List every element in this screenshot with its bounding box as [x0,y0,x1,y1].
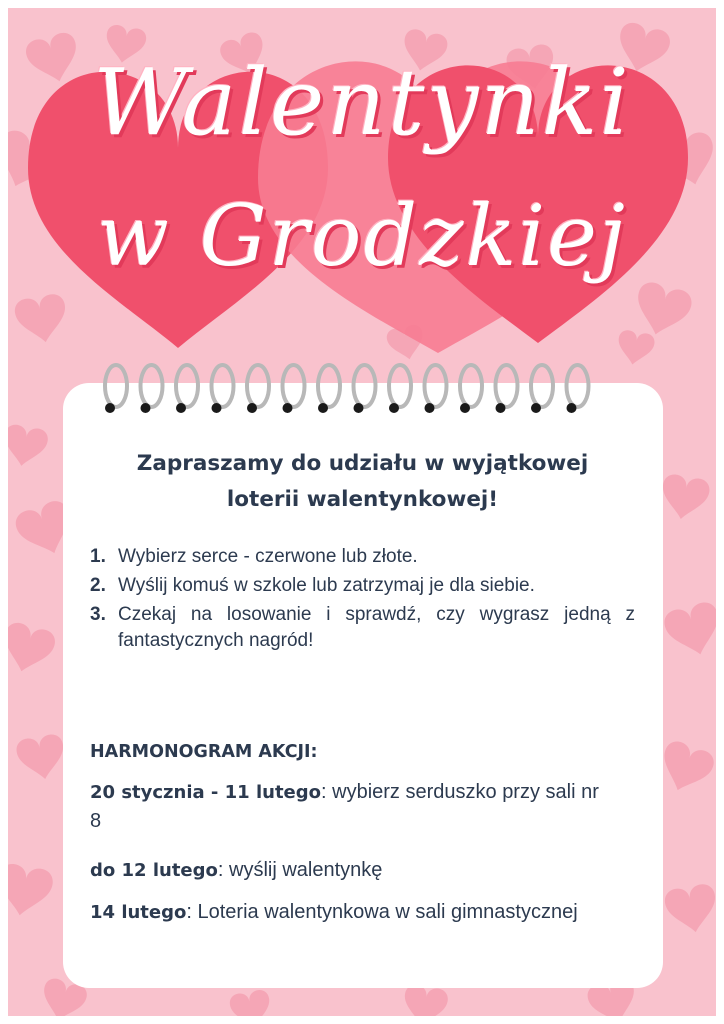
binding-hole [389,403,399,413]
headline-line-1: Zapraszamy do udziału w wyjątkowej [136,451,589,476]
binding-ring [460,365,482,407]
step-number: 3. [90,604,106,625]
step-item [90,544,635,570]
schedule-item [90,778,610,836]
binding-ring [318,365,340,407]
spiral-binding [98,360,628,420]
schedule-text: : wyślij walentynkę [217,859,383,881]
binding-ring [141,365,163,407]
binding-ring [212,365,234,407]
step-item [90,602,635,654]
schedule-date: do 12 lutego [90,860,218,881]
binding-hole [496,403,506,413]
binding-hole [141,403,151,413]
step-number: 2. [90,575,106,596]
schedule-date: 20 stycznia - 11 lutego [90,782,322,803]
schedule-item [90,898,610,927]
schedule-item [90,856,610,885]
schedule-text: : Loteria walentynkowa w sali gimnastycznej [186,901,578,923]
binding-hole [354,403,364,413]
binding-hole [283,403,293,413]
step-text: Wyślij komuś w szkole lub zatrzymaj je dla siebie. [118,575,535,596]
binding-hole [567,403,577,413]
title-line-2: w Grodzkiej [97,187,627,285]
step-number: 1. [90,546,106,567]
binding-hole [460,403,470,413]
schedule-heading: HARMONOGRAM AKCJI: [90,742,318,762]
schedule-text: : wybierz serduszko przy sali nr 8 [90,781,599,832]
title-line-1: Walentynki [93,49,631,156]
binding-hole [531,403,541,413]
binding-hole [105,403,115,413]
binding-ring [105,365,127,407]
headline-line-2: loterii walentynkowej! [226,487,499,512]
binding-ring [531,365,553,407]
binding-ring [176,365,198,407]
binding-hole [425,403,435,413]
binding-ring [389,365,411,407]
binding-ring [496,365,518,407]
schedule-date: 14 lutego [90,902,187,923]
steps-list [90,544,635,657]
binding-ring [283,365,305,407]
binding-ring [567,365,589,407]
binding-ring [425,365,447,407]
binding-hole [176,403,186,413]
binding-ring [354,365,376,407]
step-item [90,573,635,599]
step-text: Czekaj na losowanie i sprawdź, czy wygrasz jedną z fantastycznych nagród! [118,604,635,651]
binding-hole [318,403,328,413]
binding-ring [247,365,269,407]
binding-hole [212,403,222,413]
invitation-headline [80,446,645,518]
poster [8,8,716,1016]
binding-hole [247,403,257,413]
step-text: Wybierz serce - czerwone lub złote. [118,546,418,567]
